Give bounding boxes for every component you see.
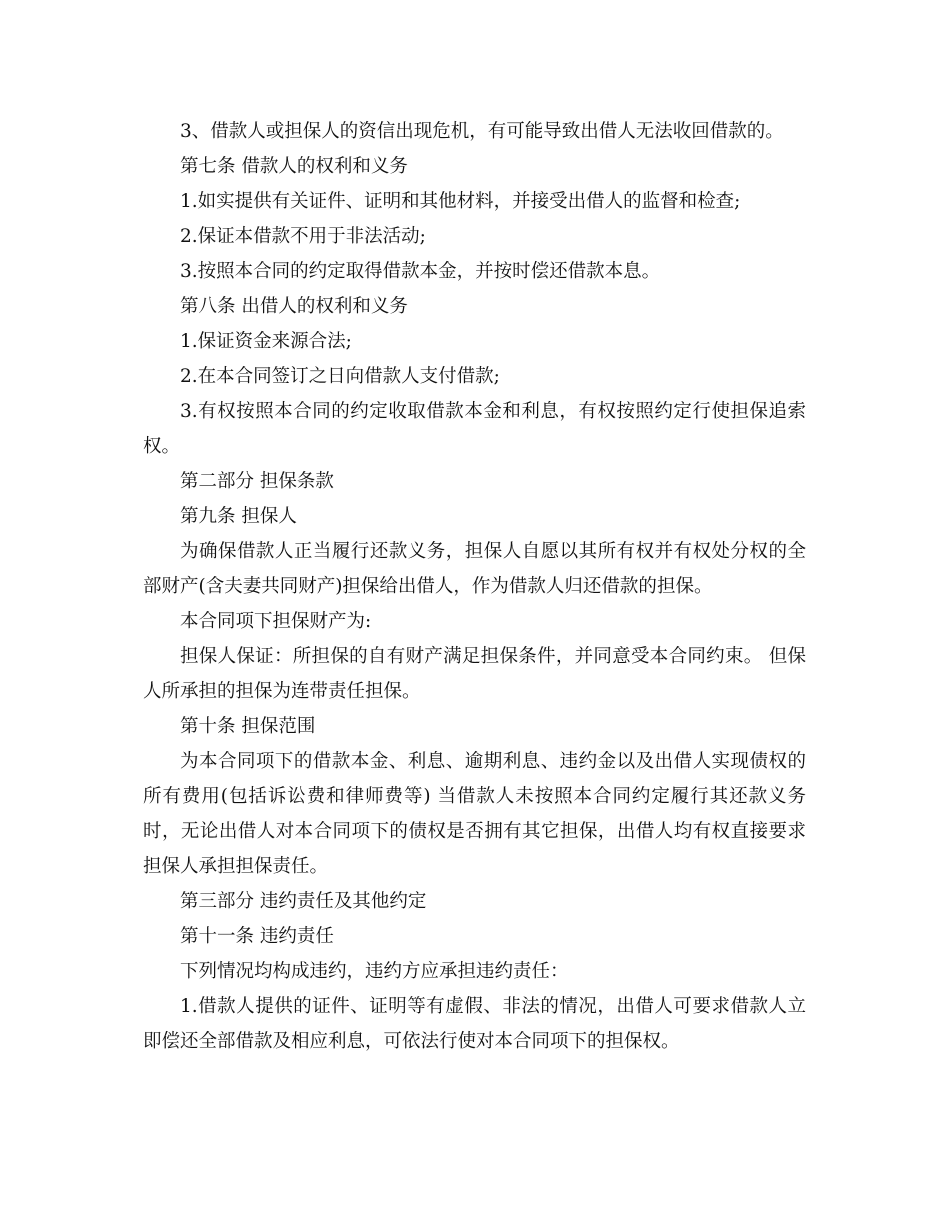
document-body [143,114,806,1059]
paragraph-article-7-item-2: 2.保证本借款不用于非法活动; [180,226,426,247]
heading-part-2: 第二部分 担保条款 [180,471,334,492]
paragraph-guarantee-property: 本合同项下担保财产为: [180,611,372,632]
paragraph-article-11-item-1: 1.借款人提供的证件、证明等有虚假、非法的情况，出借人可要求借款人立即偿还全部借款及相应利息，可依法行使对本合同项下的担保权。 [143,996,806,1052]
paragraph-article-8-item-3: 3.有权按照本合同的约定收取借款本金和利息，有权按照约定行使担保追索权。 [143,401,806,457]
paragraph-clause-6-item-3: 3、借款人或担保人的资信出现危机，有可能导致出借人无法收回借款的。 [180,121,784,142]
paragraph-article-11-intro: 下列情况均构成违约，违约方应承担违约责任： [180,961,569,982]
paragraph-article-9-body: 为确保借款人正当履行还款义务，担保人自愿以其所有权并有权处分权的全部财产(含夫妻共同财产)担保给出借人，作为借款人归还借款的担保。 [143,541,806,597]
heading-article-8: 第八条 出借人的权利和义务 [180,296,408,317]
paragraph-article-8-item-2: 2.在本合同签订之日向借款人支付借款; [180,366,500,387]
heading-part-3: 第三部分 违约责任及其他约定 [180,891,427,912]
paragraph-article-7-item-3: 3.按照本合同的约定取得借款本金，并按时偿还借款本息。 [180,261,661,282]
paragraph-article-8-item-1: 1.保证资金来源合法; [180,331,352,352]
paragraph-guarantor-statement: 担保人保证：所担保的自有财产满足担保条件，并同意受本合同约束。 但保人所承担的担保为连带责任担保。 [143,646,806,702]
heading-article-11: 第十一条 违约责任 [180,926,334,947]
heading-article-7: 第七条 借款人的权利和义务 [180,156,408,177]
heading-article-9: 第九条 担保人 [180,506,297,527]
heading-article-10: 第十条 担保范围 [180,716,316,737]
paragraph-article-10-body: 为本合同项下的借款本金、利息、逾期利息、违约金以及出借人实现债权的所有费用(包括诉讼费和律师费等) 当借款人未按照本合同约定履行其还款义务时，无论出借人对本合同项下的债权是否拥有其它担保，出借人均有权直接要求担保人承担担保责任。 [143,751,806,877]
paragraph-article-7-item-1: 1.如实提供有关证件、证明和其他材料，并接受出借人的监督和检查; [180,191,741,212]
